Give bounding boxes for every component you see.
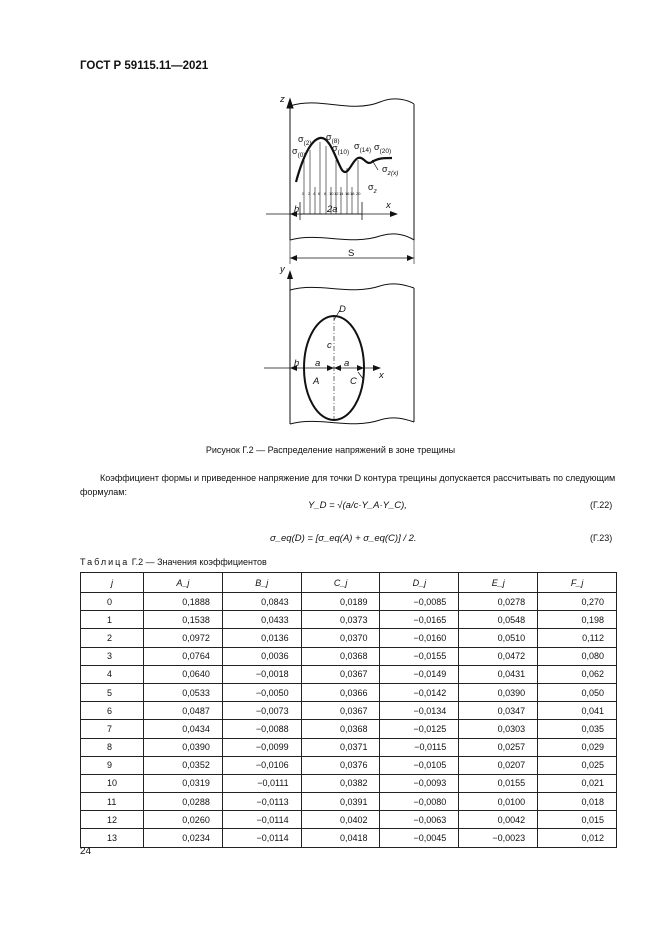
formula-g22-number: (Г.22) bbox=[590, 500, 613, 510]
table-cell: −0,0018 bbox=[222, 665, 301, 683]
table-cell: 0,198 bbox=[538, 611, 617, 629]
table-cell: −0,0125 bbox=[380, 720, 459, 738]
table-cell: −0,0165 bbox=[380, 611, 459, 629]
table-cell: 0,0036 bbox=[222, 647, 301, 665]
table-row bbox=[81, 593, 617, 611]
table-caption-prefix: Таблица bbox=[80, 557, 130, 567]
label-y: y bbox=[280, 264, 285, 275]
table-cell: −0,0085 bbox=[380, 593, 459, 611]
table-cell: −0,0106 bbox=[222, 756, 301, 774]
crack-stress-figure bbox=[262, 86, 422, 441]
sigma-20: $\sigma_{(20)}$ bbox=[374, 142, 392, 155]
sigma-0: $\sigma_{(0)}$ bbox=[292, 146, 306, 159]
label-a-left: a bbox=[315, 358, 321, 369]
table-cell: 0,0533 bbox=[144, 683, 223, 701]
table-row bbox=[81, 665, 617, 683]
table-cell: 0,0189 bbox=[301, 593, 380, 611]
label-c: c bbox=[327, 340, 332, 351]
table-cell: 0,0100 bbox=[459, 793, 538, 811]
table-caption-rest: Г.2 — Значения коэффициентов bbox=[129, 557, 267, 567]
table-cell: 0,0367 bbox=[301, 665, 380, 683]
bottom-strip-top-edge bbox=[290, 284, 414, 290]
col-B: B_j bbox=[222, 573, 301, 593]
label-D: D bbox=[339, 304, 346, 315]
sigma-8: $\sigma_{(8)}$ bbox=[326, 132, 340, 145]
table-row bbox=[81, 793, 617, 811]
table-cell: 3 bbox=[81, 647, 144, 665]
table-cell: −0,0114 bbox=[222, 829, 301, 847]
label-x-top: x bbox=[386, 200, 391, 211]
sigma-14: $\sigma_{(14)}$ bbox=[354, 141, 372, 154]
table-cell: 0,0367 bbox=[301, 702, 380, 720]
table-cell: 0,0431 bbox=[459, 665, 538, 683]
svg-text:14: 14 bbox=[339, 191, 344, 196]
label-h-top: h bbox=[294, 204, 300, 215]
table-row bbox=[81, 629, 617, 647]
table-cell: 0,0368 bbox=[301, 720, 380, 738]
table-cell: −0,0088 bbox=[222, 720, 301, 738]
table-cell: 0,018 bbox=[538, 793, 617, 811]
table-cell: 0,062 bbox=[538, 665, 617, 683]
table-cell: 0,0434 bbox=[144, 720, 223, 738]
table-cell: 0,029 bbox=[538, 738, 617, 756]
table-cell: −0,0023 bbox=[459, 829, 538, 847]
table-cell: 10 bbox=[81, 774, 144, 792]
table-cell: 0,0433 bbox=[222, 611, 301, 629]
table-cell: −0,0073 bbox=[222, 702, 301, 720]
table-cell: −0,0063 bbox=[380, 811, 459, 829]
table-cell: −0,0050 bbox=[222, 683, 301, 701]
col-D: D_j bbox=[380, 573, 459, 593]
table-cell: 0,0136 bbox=[222, 629, 301, 647]
table-cell: 0,080 bbox=[538, 647, 617, 665]
table-cell: 0,0390 bbox=[144, 738, 223, 756]
svg-text:18: 18 bbox=[350, 191, 355, 196]
label-a-right: a bbox=[344, 358, 350, 369]
table-cell: 0,0319 bbox=[144, 774, 223, 792]
table-cell: 0,0155 bbox=[459, 774, 538, 792]
table-row bbox=[81, 683, 617, 701]
table-cell: 0,0510 bbox=[459, 629, 538, 647]
table-row bbox=[81, 720, 617, 738]
table-cell: 0,0548 bbox=[459, 611, 538, 629]
table-cell: −0,0099 bbox=[222, 738, 301, 756]
table-cell: 7 bbox=[81, 720, 144, 738]
table-cell: −0,0155 bbox=[380, 647, 459, 665]
table-cell: 0,015 bbox=[538, 811, 617, 829]
svg-text:4: 4 bbox=[313, 191, 316, 196]
table-cell: 1 bbox=[81, 611, 144, 629]
formula-g23: σ_eq(D) = [σ_eq(A) + σ_eq(C)] / 2. bbox=[270, 533, 417, 544]
table-cell: 0,0278 bbox=[459, 593, 538, 611]
table-cell: 0,0640 bbox=[144, 665, 223, 683]
table-cell: 11 bbox=[81, 793, 144, 811]
col-F: F_j bbox=[538, 573, 617, 593]
table-row bbox=[81, 756, 617, 774]
table-cell: 0,0843 bbox=[222, 593, 301, 611]
table-cell: 0,112 bbox=[538, 629, 617, 647]
label-x-bottom: x bbox=[379, 370, 384, 381]
document-header: ГОСТ Р 59115.11—2021 bbox=[80, 60, 209, 72]
table-cell: 0,0382 bbox=[301, 774, 380, 792]
svg-text:6: 6 bbox=[318, 191, 321, 196]
table-cell: −0,0093 bbox=[380, 774, 459, 792]
table-cell: 0,1538 bbox=[144, 611, 223, 629]
table-cell: −0,0045 bbox=[380, 829, 459, 847]
tick-labels bbox=[302, 191, 361, 196]
table-cell: −0,0111 bbox=[222, 774, 301, 792]
z-axis-arrow bbox=[287, 99, 293, 108]
table-cell: 0,0352 bbox=[144, 756, 223, 774]
table-cell: 0,025 bbox=[538, 756, 617, 774]
table-cell: −0,0115 bbox=[380, 738, 459, 756]
table-cell: 0,0370 bbox=[301, 629, 380, 647]
top-strip-bottom-edge bbox=[290, 234, 414, 240]
col-C: C_j bbox=[301, 573, 380, 593]
table-cell: 0,0376 bbox=[301, 756, 380, 774]
table-cell: 6 bbox=[81, 702, 144, 720]
table-row bbox=[81, 738, 617, 756]
label-z: z bbox=[280, 94, 285, 105]
svg-text:8: 8 bbox=[324, 191, 327, 196]
formula-g23-number: (Г.23) bbox=[590, 533, 613, 543]
svg-text:12: 12 bbox=[334, 191, 339, 196]
table-cell: 0,270 bbox=[538, 593, 617, 611]
table-cell: 0,1888 bbox=[144, 593, 223, 611]
table-row bbox=[81, 774, 617, 792]
table-row bbox=[81, 647, 617, 665]
col-E: E_j bbox=[459, 573, 538, 593]
table-cell: 0,0390 bbox=[459, 683, 538, 701]
svg-text:10: 10 bbox=[329, 191, 334, 196]
formula-g22: Y_D = √(a/c·Y_A·Y_C), bbox=[308, 500, 407, 511]
table-cell: 0,0972 bbox=[144, 629, 223, 647]
table-cell: 13 bbox=[81, 829, 144, 847]
figure-caption: Рисунок Г.2 — Распределение напряжений в зоне трещины bbox=[205, 445, 456, 455]
table-cell: 0,0303 bbox=[459, 720, 538, 738]
table-cell: 0,0487 bbox=[144, 702, 223, 720]
table-cell: 0,0418 bbox=[301, 829, 380, 847]
table-row bbox=[81, 702, 617, 720]
table-cell: 0,0207 bbox=[459, 756, 538, 774]
table-row bbox=[81, 829, 617, 847]
label-C: C bbox=[350, 376, 357, 387]
table-cell: 0,035 bbox=[538, 720, 617, 738]
svg-text:0: 0 bbox=[302, 191, 305, 196]
coefficient-table bbox=[80, 572, 617, 848]
label-S: S bbox=[348, 248, 355, 259]
table-row bbox=[81, 611, 617, 629]
table-header-row bbox=[81, 573, 617, 593]
svg-text:2: 2 bbox=[308, 191, 311, 196]
table-cell: 0,0764 bbox=[144, 647, 223, 665]
table-cell: 0,0368 bbox=[301, 647, 380, 665]
table-cell: −0,0113 bbox=[222, 793, 301, 811]
body-paragraph: Коэффициент формы и приведенное напряжение для точки D контура трещины допускается рассчитывать по следующим формулам: bbox=[80, 473, 616, 497]
table-cell: 0,0347 bbox=[459, 702, 538, 720]
table-cell: 0,041 bbox=[538, 702, 617, 720]
table-cell: 0,0042 bbox=[459, 811, 538, 829]
table-cell: −0,0114 bbox=[222, 811, 301, 829]
table-cell: 2 bbox=[81, 629, 144, 647]
col-A: A_j bbox=[144, 573, 223, 593]
label-2a: 2a bbox=[327, 204, 338, 215]
table-cell: 0,0257 bbox=[459, 738, 538, 756]
table-cell: 0,0391 bbox=[301, 793, 380, 811]
bottom-strip-bottom-edge bbox=[290, 418, 414, 424]
page-number: 24 bbox=[80, 846, 92, 857]
table-cell: 0,021 bbox=[538, 774, 617, 792]
table-cell: 9 bbox=[81, 756, 144, 774]
top-strip-top-edge bbox=[290, 99, 414, 106]
table-cell: 0,0234 bbox=[144, 829, 223, 847]
sigma-z: $\sigma_z$ bbox=[368, 182, 377, 195]
table-cell: −0,0105 bbox=[380, 756, 459, 774]
table-cell: −0,0142 bbox=[380, 683, 459, 701]
label-A: A bbox=[313, 376, 320, 387]
table-cell: 0,0373 bbox=[301, 611, 380, 629]
table-cell: 0,012 bbox=[538, 829, 617, 847]
sigma-zx: $\sigma_{z(x)}$ bbox=[382, 164, 399, 177]
table-cell: 8 bbox=[81, 738, 144, 756]
table-row bbox=[81, 811, 617, 829]
col-j: j bbox=[81, 573, 144, 593]
sigma-2: $\sigma_{(2)}$ bbox=[298, 134, 312, 147]
table-cell: −0,0080 bbox=[380, 793, 459, 811]
table-cell: 0,0402 bbox=[301, 811, 380, 829]
table-cell: −0,0160 bbox=[380, 629, 459, 647]
table-cell: −0,0134 bbox=[380, 702, 459, 720]
table-cell: 0,0472 bbox=[459, 647, 538, 665]
table-cell: 0,0371 bbox=[301, 738, 380, 756]
table-caption bbox=[80, 557, 267, 567]
table-cell: 12 bbox=[81, 811, 144, 829]
svg-text:16: 16 bbox=[345, 191, 350, 196]
table-cell: 0,050 bbox=[538, 683, 617, 701]
sigma-10: $\sigma_{(10)}$ bbox=[332, 143, 350, 156]
svg-text:20: 20 bbox=[356, 191, 361, 196]
table-cell: 0,0260 bbox=[144, 811, 223, 829]
table-cell: 4 bbox=[81, 665, 144, 683]
table-cell: 0,0288 bbox=[144, 793, 223, 811]
table-cell: 5 bbox=[81, 683, 144, 701]
table-cell: 0 bbox=[81, 593, 144, 611]
table-cell: −0,0149 bbox=[380, 665, 459, 683]
label-h-bottom: h bbox=[294, 358, 300, 369]
table-cell: 0,0366 bbox=[301, 683, 380, 701]
